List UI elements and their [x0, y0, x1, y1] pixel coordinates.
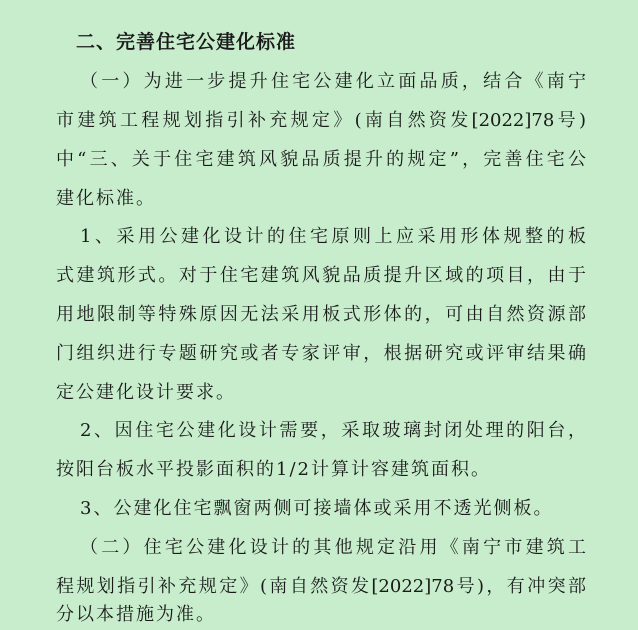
paragraph-3-line-1: 2、因住宅公建化设计需要，采取玻璃封闭处理的阳台， [80, 420, 586, 441]
paragraph-2-line-1: 1、采用公建化设计的住宅原则上应采用形体规整的板 [80, 226, 586, 247]
paragraph-3-line-2: 按阳台板水平投影面积的1/2计算计容建筑面积。 [56, 459, 491, 480]
paragraph-2-line-5: 定公建化设计要求。 [56, 382, 236, 403]
paragraph-1-line-3: 中“三、关于住宅建筑风貌品质提升的规定”，完善住宅公 [56, 149, 586, 170]
paragraph-5-line-2: 程规划指引补充规定》(南自然资发[2022]78号)，有冲突部 [56, 576, 586, 597]
paragraph-5-line-3: 分以本措施为准。 [56, 604, 216, 625]
section-title: 二、完善住宅公建化标准 [76, 31, 297, 53]
paragraph-1-line-4: 建化标准。 [56, 188, 156, 209]
paragraph-2-line-3: 用地限制等特殊原因无法采用板式形体的，可由自然资源部 [56, 304, 586, 325]
paragraph-1-line-2: 市建筑工程规划指引补充规定》(南自然资发[2022]78号) [56, 110, 586, 131]
paragraph-4-line-1: 3、公建化住宅飘窗两侧可接墙体或采用不透光侧板。 [80, 498, 554, 519]
paragraph-1-line-1: （一）为进一步提升住宅公建化立面品质，结合《南宁 [80, 71, 586, 92]
paragraph-2-line-2: 式建筑形式。对于住宅建筑风貌品质提升区域的项目，由于 [56, 265, 586, 286]
paragraph-5-line-1: （二）住宅公建化设计的其他规定沿用《南宁市建筑工 [80, 537, 586, 558]
paragraph-2-line-4: 门组织进行专题研究或者专家评审，根据研究或评审结果确 [56, 343, 586, 364]
